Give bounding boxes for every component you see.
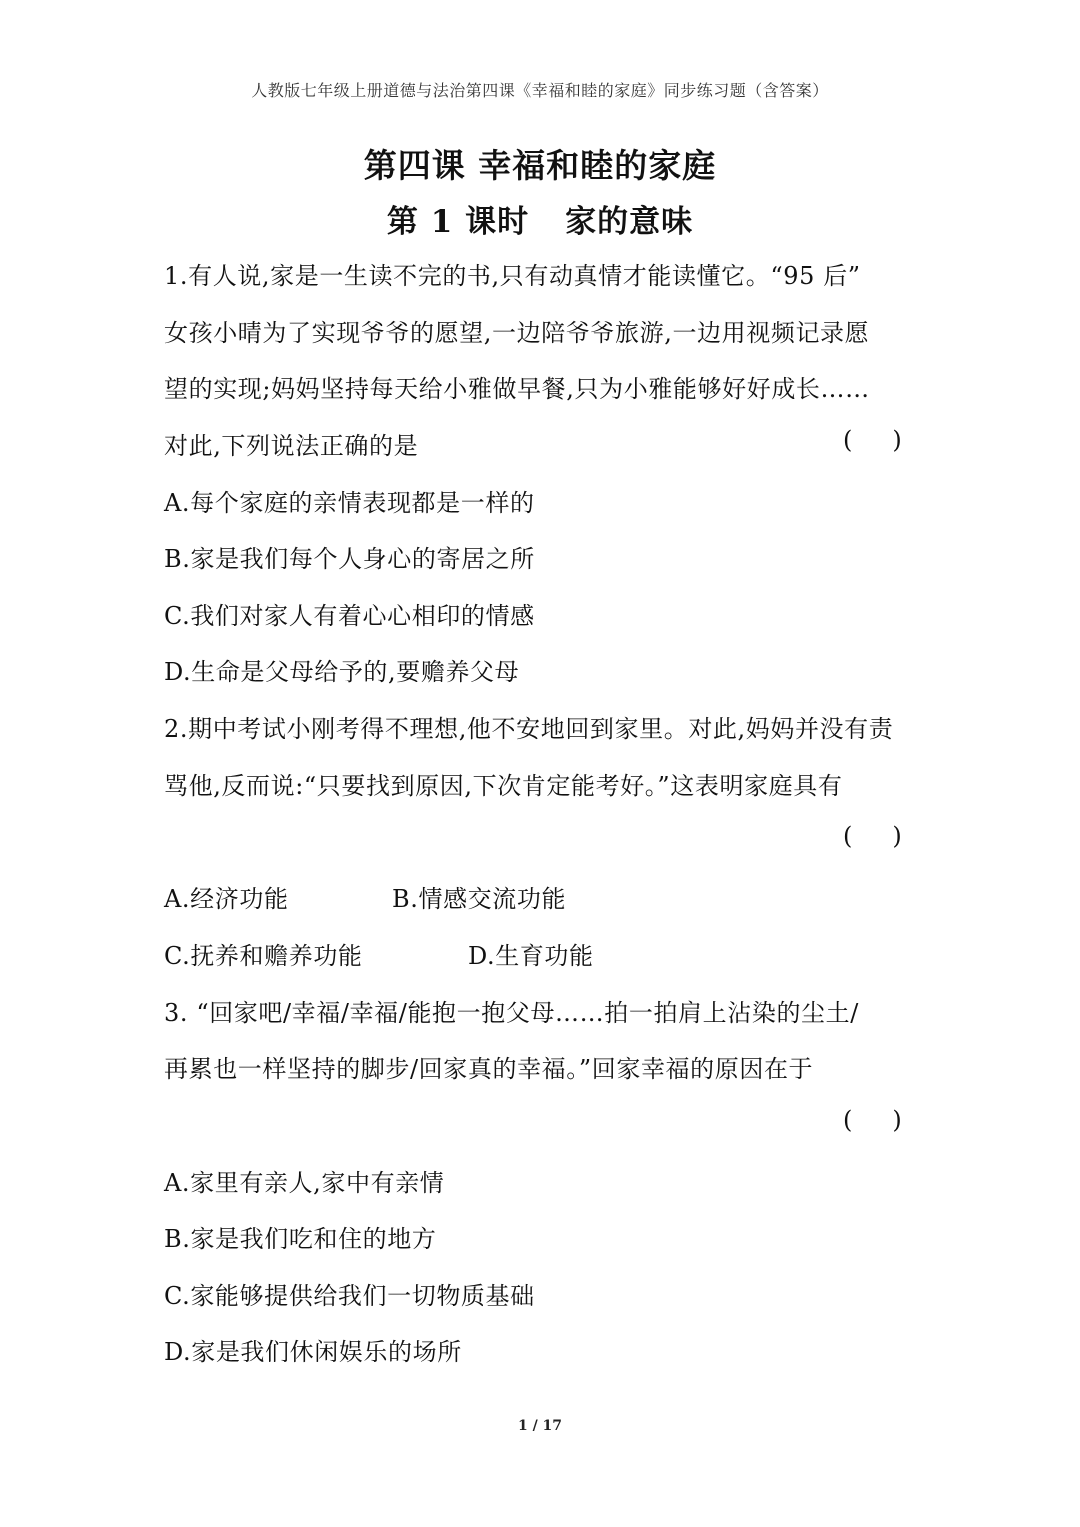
question-1-option-d: D.生命是父母给予的,要赡养父母 — [164, 658, 520, 686]
question-1-line-2: 女孩小晴为了实现爷爷的愿望,一边陪爷爷旅游,一边用视频记录愿 — [164, 319, 870, 347]
question-1-option-b: B.家是我们每个人身心的寄居之所 — [164, 545, 535, 573]
question-1-line-1: 1.有人说,家是一生读不完的书,只有动真情才能读懂它。“95 后” — [164, 262, 861, 290]
question-1-option-a: A.每个家庭的亲情表现都是一样的 — [164, 489, 535, 517]
question-3-line-2: 再累也一样坚持的脚步/回家真的幸福。”回家幸福的原因在于 — [164, 1055, 814, 1083]
question-3-option-c: C.家能够提供给我们一切物质基础 — [164, 1282, 535, 1310]
question-2-answer-blank: ( ) — [843, 822, 902, 850]
page-number: 1 / 17 — [517, 1418, 563, 1434]
question-3-option-d: D.家是我们休闲娱乐的场所 — [164, 1338, 462, 1366]
question-2-option-b: B.情感交流功能 — [392, 885, 567, 913]
period-number: 第 1 课时 — [386, 204, 530, 240]
question-1-answer-blank: ( ) — [843, 426, 902, 454]
period-topic: 家的意味 — [565, 204, 694, 240]
question-3-option-b: B.家是我们吃和住的地方 — [164, 1225, 437, 1253]
question-2-option-c: C.抚养和赡养功能 — [164, 942, 363, 970]
question-2-line-1: 2.期中考试小刚考得不理想,他不安地回到家里。对此,妈妈并没有责 — [164, 715, 894, 743]
question-3-line-1: 3. “回家吧/幸福/幸福/能抱一抱父母……拍一拍肩上沾染的尘土/ — [164, 999, 859, 1027]
question-1-option-c: C.我们对家人有着心心相印的情感 — [164, 602, 535, 630]
question-1-line-3: 望的实现;妈妈坚持每天给小雅做早餐,只为小雅能够好好成长…… — [164, 375, 870, 403]
question-3-option-a: A.家里有亲人,家中有亲情 — [164, 1169, 445, 1197]
question-2-option-d: D.生育功能 — [468, 942, 594, 970]
running-header: 人教版七年级上册道德与法治第四课《幸福和睦的家庭》同步练习题（含答案） — [251, 81, 829, 100]
question-2-option-a: A.经济功能 — [164, 885, 289, 913]
question-2-line-2: 骂他,反而说:“只要找到原因,下次肯定能考好。”这表明家庭具有 — [164, 772, 843, 800]
question-3-answer-blank: ( ) — [843, 1106, 902, 1134]
lesson-title: 第四课 幸福和睦的家庭 — [363, 146, 717, 185]
period-title — [0, 196, 1080, 241]
question-1-line-4: 对此,下列说法正确的是 — [164, 432, 419, 460]
